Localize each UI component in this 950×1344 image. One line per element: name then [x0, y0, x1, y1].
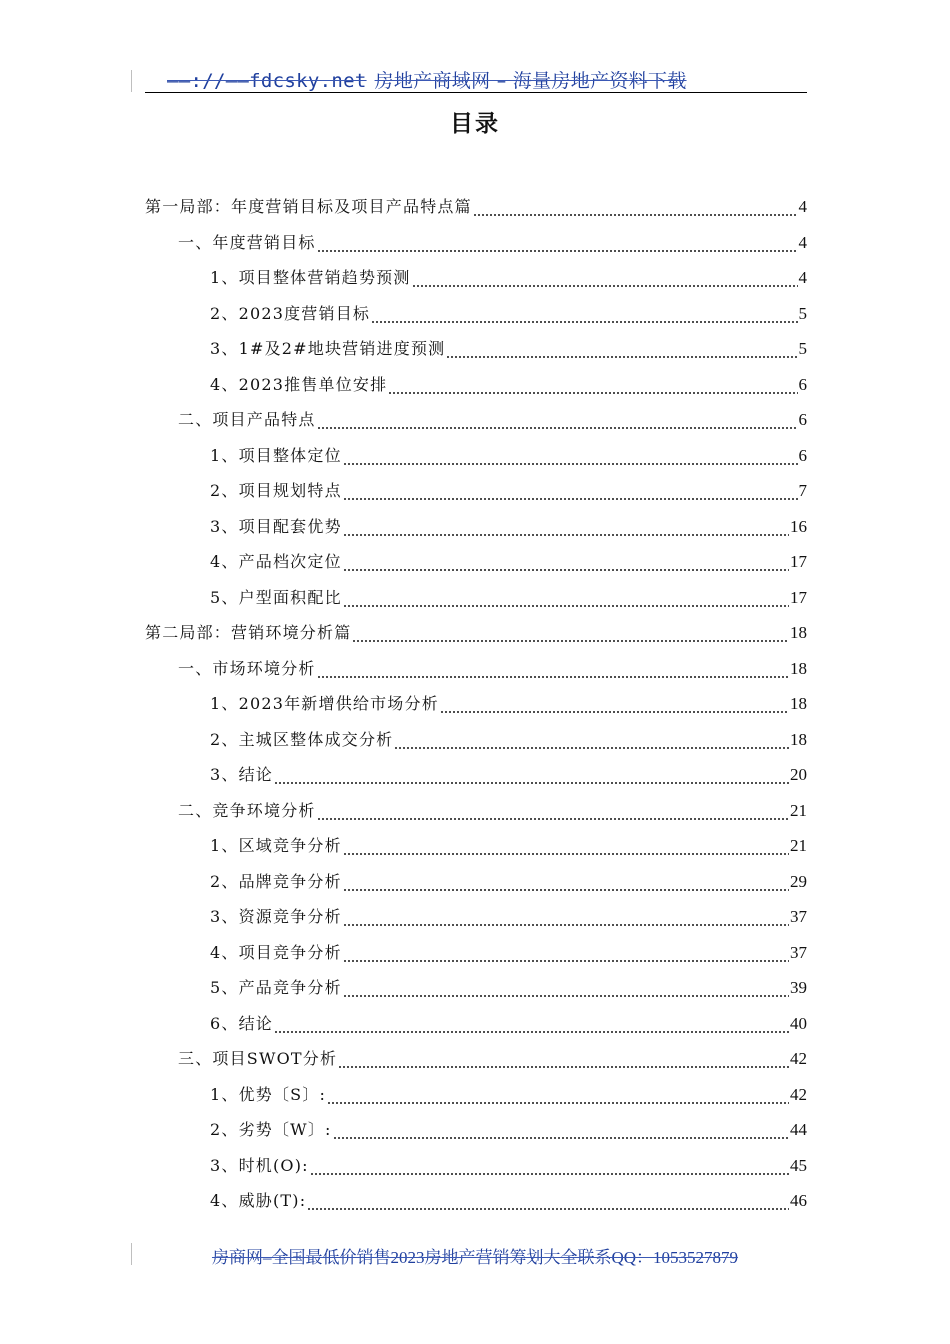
toc-entry-label: 2、主城区整体成交分析: [210, 729, 394, 749]
toc-entry[interactable]: [210, 867, 807, 893]
toc-dot-leader: [343, 906, 789, 928]
toc-entry-page-number: 20: [790, 765, 807, 784]
toc-entry-page-number: 18: [790, 729, 807, 749]
toc-entry-page-number: 4: [798, 232, 807, 252]
toc-entry-page-number: 18: [790, 694, 807, 713]
toc-entry[interactable]: [210, 583, 807, 609]
toc-entry-page-number: 5: [798, 339, 807, 358]
toc-entry-label: 一、年度营销目标: [178, 232, 316, 252]
toc-entry[interactable]: [178, 796, 807, 822]
toc-entry[interactable]: [210, 476, 807, 502]
toc-entry-label: 1、项目整体营销趋势预测: [210, 268, 411, 287]
toc-dot-leader: [343, 551, 789, 573]
toc-entry-page-number: 18: [790, 658, 807, 678]
toc-entry[interactable]: [210, 902, 807, 928]
toc-dot-leader: [343, 871, 789, 893]
toc-entry[interactable]: [210, 1115, 807, 1141]
toc-entry[interactable]: [210, 299, 807, 325]
toc-entry-label: 二、竞争环境分析: [178, 800, 316, 820]
toc-entry-page-number: 18: [790, 623, 807, 642]
toc-entry-page-number: 40: [790, 1013, 807, 1033]
toc-entry-label: 1、优势〔S〕:: [210, 1084, 327, 1104]
toc-dot-leader: [274, 764, 789, 786]
toc-dot-leader: [371, 303, 797, 325]
footer-watermark-link[interactable]: 房商网–全国最低价销售2023房地产营销筹划大全联系QQ：1053527879: [211, 1248, 739, 1267]
toc-entry-label: 6、结论: [210, 1013, 273, 1033]
toc-dot-leader: [274, 1013, 789, 1035]
header-watermark-link[interactable]: [167, 66, 687, 93]
toc-entry-label: 2、劣势〔W〕:: [210, 1120, 332, 1139]
toc-entry[interactable]: [210, 547, 807, 573]
toc-dot-leader: [310, 1155, 789, 1177]
toc-entry-page-number: 21: [790, 836, 807, 855]
page-title: 目录: [450, 111, 500, 137]
toc-entry-page-number: 44: [790, 1120, 807, 1139]
toc-entry-label: 3、时机(O):: [210, 1155, 309, 1175]
top-margin-mark: [131, 70, 132, 92]
toc-entry-label: 三、项目SWOT分析: [178, 1049, 338, 1068]
toc-entry-page-number: 4: [798, 268, 807, 287]
toc-entry[interactable]: [210, 760, 807, 786]
toc-entry-label: 5、户型面积配比: [210, 587, 342, 607]
toc-dot-leader: [343, 942, 789, 964]
toc-entry[interactable]: [210, 831, 807, 857]
toc-entry-page-number: 6: [798, 445, 807, 465]
toc-entry-page-number: 6: [798, 374, 807, 394]
toc-entry-label: 4、产品档次定位: [210, 552, 342, 571]
toc-dot-leader: [327, 1084, 789, 1106]
toc-entry-label: 2、项目规划特点: [210, 481, 342, 500]
toc-entry-page-number: 39: [790, 978, 807, 997]
toc-entry-page-number: 16: [790, 516, 807, 536]
toc-entry-label: 5、产品竞争分析: [210, 978, 342, 997]
toc-entry-label: 第一局部：年度营销目标及项目产品特点篇: [145, 197, 472, 216]
toc-dot-leader: [343, 445, 798, 467]
toc-entry-label: 4、2023推售单位安排: [210, 374, 388, 394]
toc-dot-leader: [343, 587, 789, 609]
toc-entry-page-number: 29: [790, 871, 807, 891]
toc-entry-page-number: 7: [798, 481, 807, 500]
toc-dot-leader: [343, 516, 789, 538]
page-header: [145, 64, 807, 93]
toc-entry-label: 1、项目整体定位: [210, 445, 342, 465]
toc-entry[interactable]: [210, 334, 807, 360]
toc-entry-label: 3、1#及2#地块营销进度预测: [210, 339, 446, 358]
toc-entry[interactable]: [210, 725, 807, 751]
toc-dot-leader: [446, 338, 797, 360]
toc-dot-leader: [440, 693, 789, 715]
toc-entry[interactable]: [210, 512, 807, 538]
toc-dot-leader: [394, 729, 789, 751]
toc-entry-label: 2、2023度营销目标: [210, 303, 371, 323]
toc-dot-leader: [352, 622, 789, 644]
toc-entry[interactable]: [210, 1009, 807, 1035]
toc-dot-leader: [343, 835, 789, 857]
toc-entry-label: 4、项目竞争分析: [210, 942, 342, 962]
toc-entry[interactable]: [210, 370, 807, 396]
toc-entry-label: 一、市场环境分析: [178, 658, 316, 678]
toc-entry-page-number: 37: [790, 942, 807, 962]
toc-entry[interactable]: [178, 1044, 807, 1070]
toc-dot-leader: [343, 480, 798, 502]
toc-entry[interactable]: [210, 263, 807, 289]
toc-entry[interactable]: [210, 441, 807, 467]
toc-entry[interactable]: [210, 1151, 807, 1177]
toc-entry-page-number: 6: [798, 410, 807, 429]
toc-dot-leader: [317, 658, 789, 680]
toc-entry-page-number: 21: [790, 800, 807, 820]
toc-entry[interactable]: [210, 1186, 807, 1212]
toc-dot-leader: [338, 1048, 789, 1070]
toc-entry[interactable]: [210, 938, 807, 964]
toc-entry-label: 3、结论: [210, 765, 273, 784]
toc-entry-page-number: 45: [790, 1155, 807, 1175]
toc-dot-leader: [317, 800, 789, 822]
toc-dot-leader: [343, 977, 789, 999]
toc-entry-label: 3、资源竞争分析: [210, 907, 342, 926]
header-url: ——://——fdcsky.net: [167, 70, 367, 92]
toc-entry[interactable]: [145, 618, 807, 644]
toc-entry-label: 4、威胁(T):: [210, 1191, 307, 1210]
header-site-name: 房地产商域网 – 海量房地产资料下载: [374, 70, 687, 92]
toc-entry-page-number: 17: [790, 587, 807, 607]
toc-entry[interactable]: [178, 654, 807, 680]
toc-dot-leader: [307, 1190, 789, 1212]
toc-entry[interactable]: [145, 192, 807, 218]
toc-dot-leader: [333, 1119, 789, 1141]
toc-dot-leader: [317, 232, 798, 254]
toc-entry[interactable]: [178, 405, 807, 431]
toc-entry-label: 1、2023年新增供给市场分析: [210, 694, 439, 713]
toc-entry-page-number: 5: [798, 303, 807, 323]
toc-entry-page-number: 42: [790, 1084, 807, 1104]
toc-dot-leader: [473, 196, 798, 218]
toc-entry-label: 2、品牌竞争分析: [210, 871, 342, 891]
toc-entry-page-number: 4: [798, 197, 807, 216]
toc-entry-page-number: 37: [790, 907, 807, 926]
toc-entry[interactable]: [210, 689, 807, 715]
toc-entry[interactable]: [178, 228, 807, 254]
toc-entry[interactable]: [210, 1080, 807, 1106]
toc-entry-page-number: 42: [790, 1049, 807, 1068]
toc-entry-label: 3、项目配套优势: [210, 516, 342, 536]
toc-entry-page-number: 17: [790, 552, 807, 571]
toc-dot-leader: [317, 409, 798, 431]
toc-entry-label: 二、项目产品特点: [178, 410, 316, 429]
toc-entry-label: 1、区域竞争分析: [210, 836, 342, 855]
toc-dot-leader: [388, 374, 797, 396]
toc-dot-leader: [412, 267, 798, 289]
toc-entry-label: 第二局部：营销环境分析篇: [145, 623, 352, 642]
toc-entry[interactable]: [210, 973, 807, 999]
toc-entry-page-number: 46: [790, 1191, 807, 1210]
